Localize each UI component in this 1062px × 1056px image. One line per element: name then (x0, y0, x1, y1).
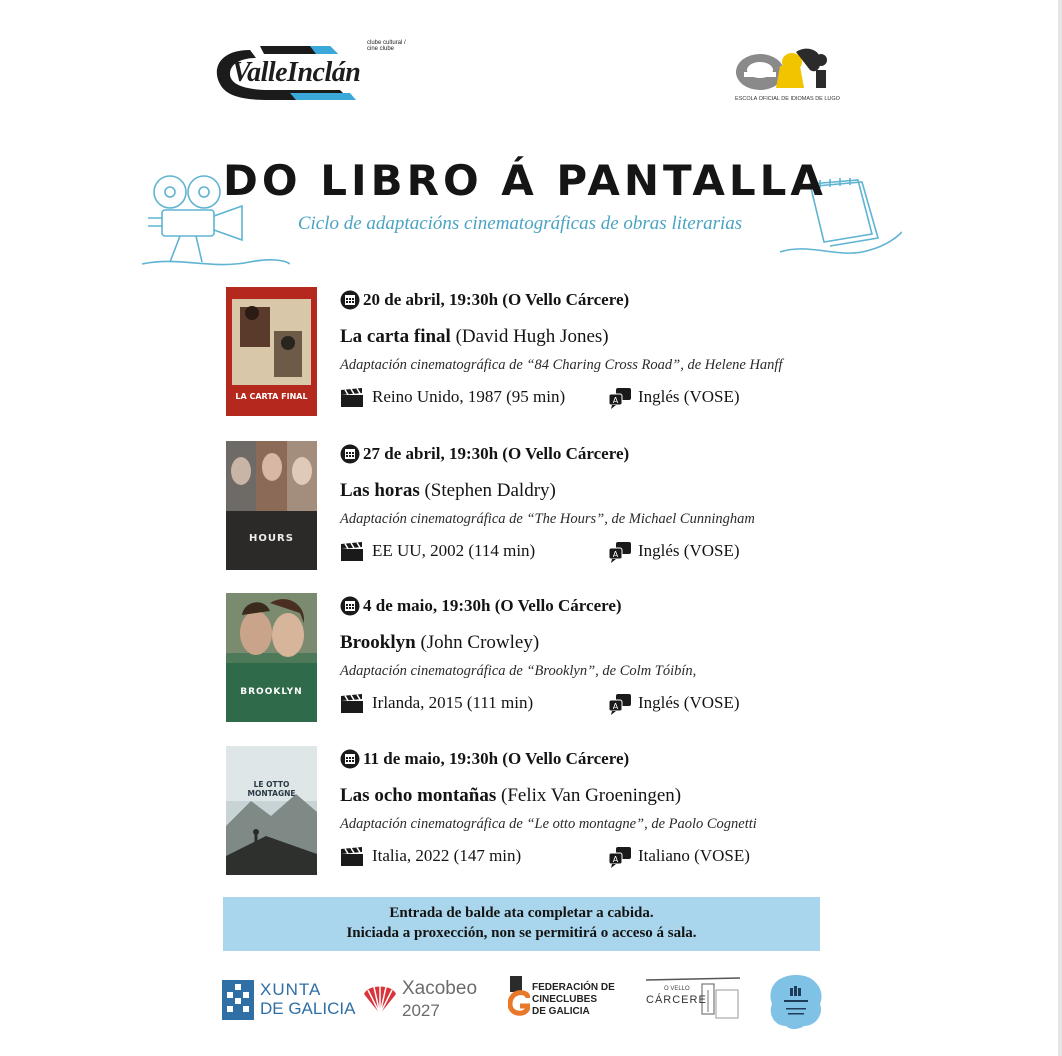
xunta-de-galicia-logo (222, 972, 356, 1032)
language-icon (608, 693, 632, 715)
svg-text:A: A (612, 855, 619, 864)
vello-line-2: CÁRCERE (646, 994, 707, 1006)
film-language: Inglés (VOSE) (638, 541, 740, 560)
clapperboard-icon (340, 847, 364, 867)
film-language: Italiano (VOSE) (638, 846, 750, 865)
poster-las-horas (226, 441, 317, 570)
film-title: La carta final (340, 326, 451, 347)
film-language: Inglés (VOSE) (638, 387, 740, 406)
valle-inclan-logo (210, 38, 406, 108)
poster-brooklyn (226, 593, 317, 722)
club-tagline: clube cultural / cine clube (367, 40, 406, 52)
film-language: Inglés (VOSE) (638, 693, 740, 712)
film-date: 20 de abril, 19:30h (O Vello Cárcere) (363, 290, 630, 309)
film-country-year: Reino Unido, 1987 (95 min) (372, 387, 566, 406)
calendar-icon (340, 596, 360, 616)
poster-title: LE OTTO MONTAGNE (247, 780, 296, 798)
page-subtitle: Ciclo de adaptacións cinematográficas de obras literarias (297, 213, 743, 234)
clapperboard-icon (340, 542, 364, 562)
scallop-shell-icon (362, 980, 398, 1016)
page-edge (1058, 0, 1062, 1056)
svg-text:A: A (612, 550, 619, 559)
language-icon (608, 541, 632, 563)
federacion-cineclubes-logo (508, 972, 628, 1032)
film-director: (John Crowley) (420, 632, 540, 653)
film-entry (226, 746, 846, 881)
film-date: 11 de maio, 19:30h (O Vello Cárcere) (363, 749, 630, 768)
film-director: (Stephen Daldry) (424, 480, 556, 501)
o-vello-carcere-logo (644, 972, 744, 1032)
notice-line-1: Entrada de balde ata completar a cabida. (389, 905, 654, 921)
film-entry (226, 441, 846, 576)
lugo-council-logo (768, 972, 826, 1032)
xacobeo-2027-logo (362, 972, 492, 1032)
lugo-seal-icon (768, 974, 824, 1030)
film-adaptation: Adaptación cinematográfica de “84 Charing Cross Road”, de Helene Hanff (340, 357, 783, 373)
calendar-icon (340, 444, 360, 464)
film-entry (226, 593, 846, 728)
language-icon (608, 846, 632, 868)
club-name: ValleInclán (232, 57, 361, 88)
film-country-year: Irlanda, 2015 (111 min) (372, 693, 534, 712)
calendar-icon (340, 749, 360, 769)
poster-title: BROOKLYN (240, 687, 303, 697)
notice-line-2: Iniciada a proxección, non se permitirá o acceso á sala. (346, 925, 697, 941)
film-title: Las horas (340, 480, 420, 501)
film-country-year: Italia, 2022 (147 min) (372, 846, 522, 865)
film-title: Brooklyn (340, 632, 416, 653)
fcg-g-icon (508, 976, 530, 1016)
eoi-lugo-logo (730, 40, 845, 108)
film-adaptation: Adaptación cinematográfica de “The Hours”, de Michael Cunningham (340, 511, 755, 527)
xunta-line-2: DE GALICIA (260, 999, 356, 1018)
xunta-line-1: XUNTA (260, 980, 322, 999)
film-director: (Felix Van Groeningen) (501, 785, 682, 806)
eoi-logo-mark (730, 40, 845, 96)
film-poster (226, 441, 317, 570)
entry-notice (223, 897, 820, 951)
film-adaptation: Adaptación cinematográfica de “Le otto montagne”, de Paolo Cognetti (340, 816, 757, 832)
film-date: 27 de abril, 19:30h (O Vello Cárcere) (363, 444, 630, 463)
svg-text:A: A (612, 396, 619, 405)
poster-title: LA CARTA FINAL (235, 392, 308, 401)
eoi-caption: ESCOLA OFICIAL DE IDIOMAS DE LUGO (735, 96, 840, 102)
clapperboard-icon (340, 388, 364, 408)
xacobeo-line-1: Xacobeo (402, 978, 478, 999)
film-adaptation: Adaptación cinematográfica de “Brooklyn”, de Colm Tóibín, (340, 663, 697, 679)
poster-las-ocho-montanas (226, 746, 317, 875)
film-poster (226, 593, 317, 722)
film-entry (226, 287, 846, 422)
federation-line-1: FEDERACIÓN DE (532, 982, 615, 993)
film-poster (226, 287, 317, 416)
xunta-shield-icon (222, 980, 254, 1020)
film-country-year: EE UU, 2002 (114 min) (372, 541, 536, 560)
federation-line-3: DE GALICIA (532, 1006, 590, 1017)
vello-line-1: O VELLO (664, 986, 690, 992)
film-poster (226, 746, 317, 875)
page-title: DO LIBRO Á PANTALLA (223, 156, 827, 205)
clapperboard-icon (340, 694, 364, 714)
xacobeo-line-2: 2027 (402, 1001, 440, 1020)
film-director: (David Hugh Jones) (455, 326, 609, 347)
federation-line-2: CINECLUBES (532, 994, 598, 1005)
language-icon (608, 387, 632, 409)
svg-text:A: A (612, 702, 619, 711)
film-title: Las ocho montañas (340, 785, 497, 806)
calendar-icon (340, 290, 360, 310)
poster-title: HOURS (249, 533, 294, 544)
film-date: 4 de maio, 19:30h (O Vello Cárcere) (363, 596, 622, 615)
